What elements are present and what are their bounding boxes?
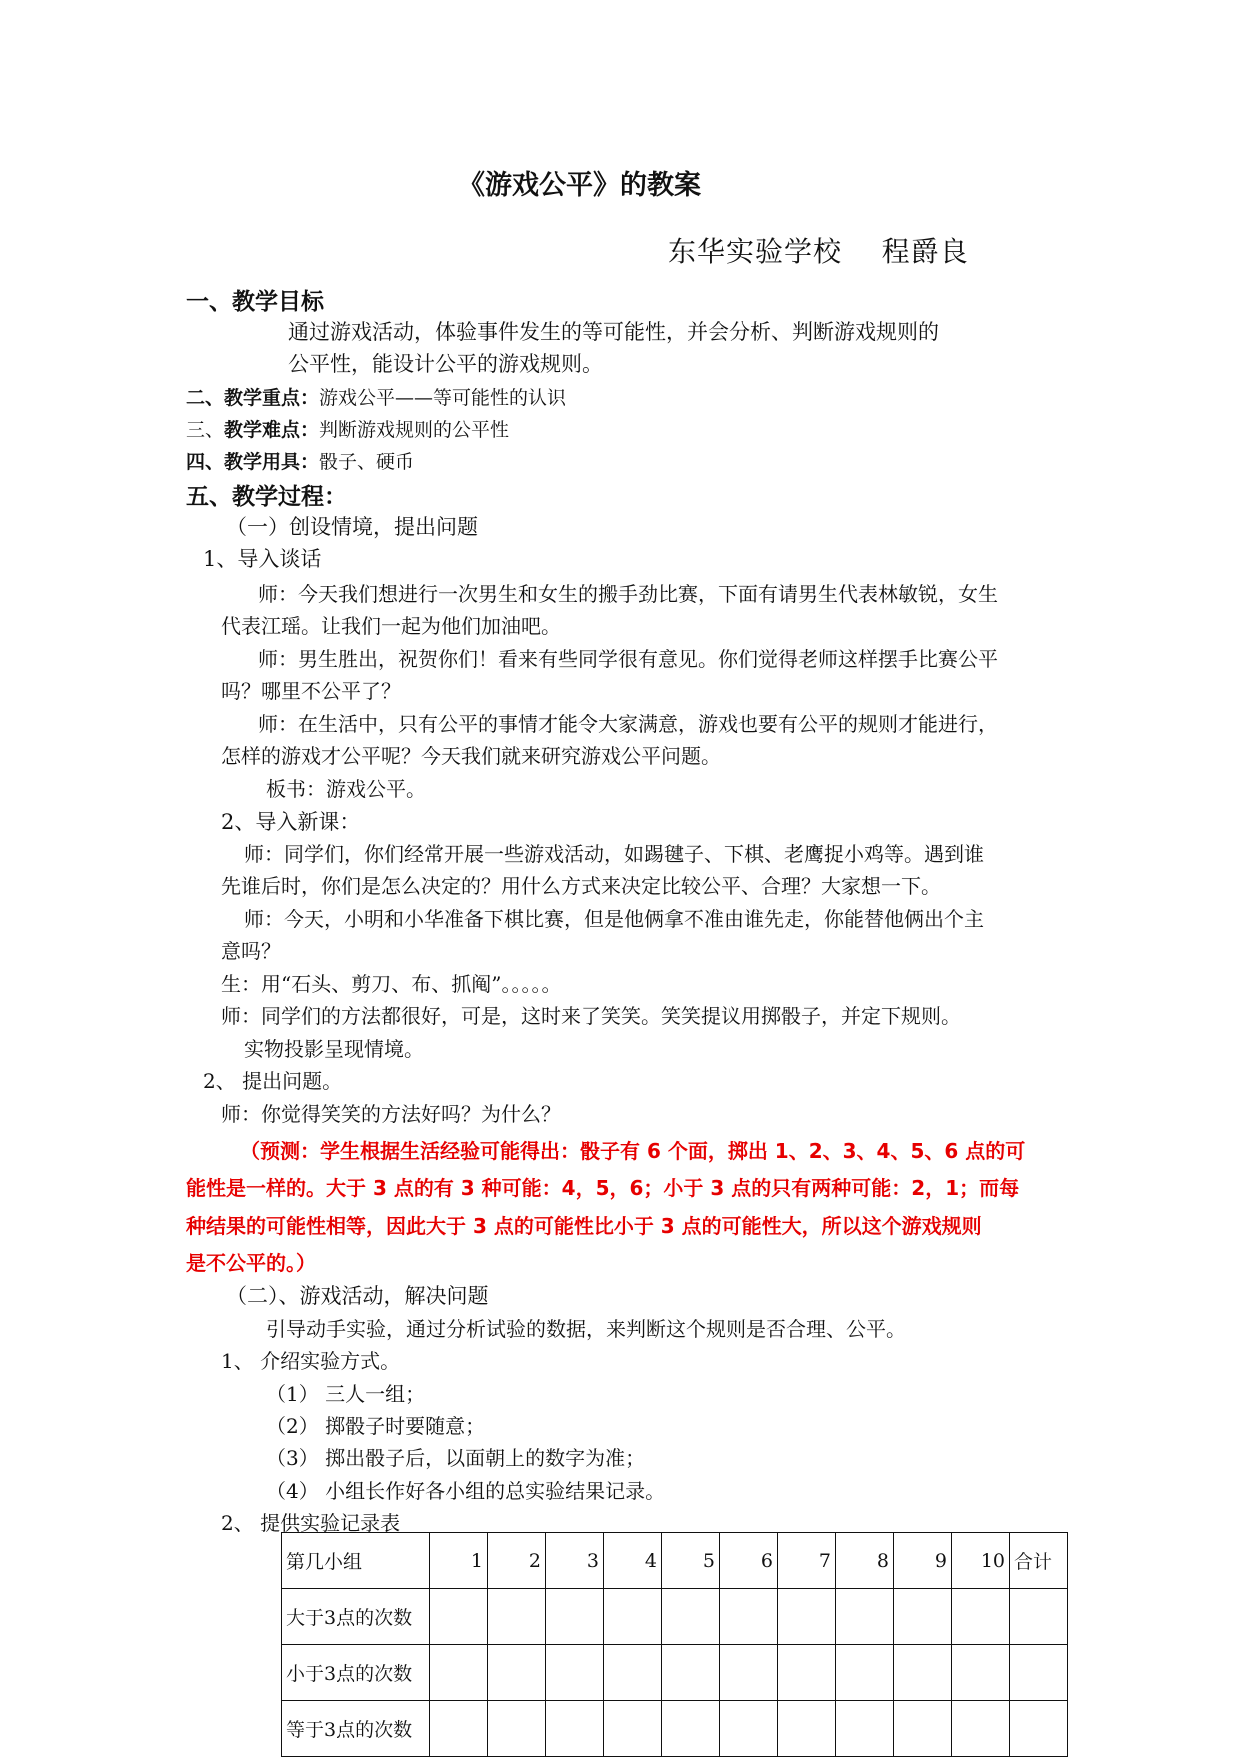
dialogue-4b: 先谁后时，你们是怎么决定的？用什么方式来决定比较公平、合理？大家想一下。: [221, 874, 941, 898]
empty-cell[interactable]: [430, 1701, 488, 1757]
section-1-heading: 一、教学目标: [186, 288, 324, 315]
experiment-record-table: [281, 1532, 1068, 1757]
rule-item: （4） 小组长作好各小组的总实验结果记录。: [266, 1479, 666, 1503]
empty-cell[interactable]: [662, 1589, 720, 1645]
empty-cell[interactable]: [546, 1701, 604, 1757]
header-cell-number: 3: [546, 1533, 604, 1589]
experiment-intro: 引导动手实验，通过分析试验的数据，来判断这个规则是否合理、公平。: [266, 1317, 906, 1341]
empty-cell[interactable]: [720, 1645, 778, 1701]
empty-cell[interactable]: [1010, 1701, 1068, 1757]
empty-cell[interactable]: [836, 1589, 894, 1645]
empty-cell[interactable]: [720, 1589, 778, 1645]
dialogue-5a: 师：今天，小明和小华准备下棋比赛，但是他俩拿不准由谁先走，你能替他俩出个主: [244, 907, 984, 931]
empty-cell[interactable]: [604, 1589, 662, 1645]
rule-item: （1） 三人一组；: [266, 1382, 426, 1406]
row-label: 等于3点的次数: [282, 1701, 430, 1757]
dialogue-2b: 吗？哪里不公平了？: [221, 679, 401, 703]
step-5-heading: 2、 提供实验记录表: [221, 1511, 401, 1535]
empty-cell[interactable]: [952, 1701, 1010, 1757]
empty-cell[interactable]: [952, 1589, 1010, 1645]
table-header-row: [282, 1533, 1068, 1589]
empty-cell[interactable]: [604, 1645, 662, 1701]
empty-cell[interactable]: [488, 1701, 546, 1757]
empty-cell[interactable]: [720, 1701, 778, 1757]
part-2-heading: （二）、游戏活动，解决问题: [226, 1284, 489, 1308]
section-3-text: 判断游戏规则的公平性: [319, 419, 510, 441]
empty-cell[interactable]: [778, 1589, 836, 1645]
header-cell-number: 7: [778, 1533, 836, 1589]
dialogue-2a: 师：男生胜出，祝贺你们！看来有些同学很有意见。你们觉得老师这样摆手比赛公平: [258, 647, 998, 671]
empty-cell[interactable]: [488, 1645, 546, 1701]
prediction-line-1: （预测：学生根据生活经验可能得出：骰子有 6 个面，掷出 1、2、3、4、5、6 点的可: [240, 1139, 1026, 1163]
empty-cell[interactable]: [952, 1645, 1010, 1701]
step-4-heading: 1、 介绍实验方式。: [221, 1349, 401, 1373]
section-2-label: 二、教学重点：: [186, 387, 320, 409]
header-cell-number: 9: [894, 1533, 952, 1589]
dialogue-9: 师：你觉得笑笑的方法好吗？为什么？: [221, 1102, 561, 1126]
empty-cell[interactable]: [778, 1645, 836, 1701]
dialogue-5b: 意吗？: [221, 939, 281, 963]
empty-cell[interactable]: [894, 1645, 952, 1701]
header-cell-group: 第几小组: [282, 1533, 430, 1589]
empty-cell[interactable]: [430, 1589, 488, 1645]
empty-cell[interactable]: [488, 1589, 546, 1645]
row-label: 小于3点的次数: [282, 1645, 430, 1701]
section-3-prefix: 三、: [186, 419, 225, 441]
section-5-heading: 五、教学过程：: [186, 483, 347, 510]
row-label: 大于3点的次数: [282, 1589, 430, 1645]
empty-cell[interactable]: [546, 1645, 604, 1701]
section-4-text: 骰子、硬币: [319, 451, 415, 473]
prediction-line-4: 是不公平的。）: [186, 1251, 316, 1275]
empty-cell[interactable]: [778, 1701, 836, 1757]
objective-line-1: 通过游戏活动，体验事件发生的等可能性，并会分析、判断游戏规则的: [288, 320, 939, 344]
dialogue-3a: 师：在生活中，只有公平的事情才能令大家满意，游戏也要有公平的规则才能进行，: [258, 712, 998, 736]
header-cell-number: 2: [488, 1533, 546, 1589]
dialogue-8: 实物投影呈现情境。: [244, 1037, 424, 1061]
step-1-heading: 1、导入谈话: [203, 547, 322, 571]
section-3-label: 教学难点：: [224, 419, 320, 441]
section-3: [186, 415, 509, 442]
empty-cell[interactable]: [836, 1701, 894, 1757]
dialogue-4a: 师：同学们，你们经常开展一些游戏活动，如踢毽子、下棋、老鹰捉小鸡等。遇到谁: [244, 842, 984, 866]
document-title: 《游戏公平》的教案: [458, 170, 701, 201]
section-2: [186, 383, 566, 410]
empty-cell[interactable]: [430, 1645, 488, 1701]
table-row: [282, 1589, 1068, 1645]
dialogue-1b: 代表江瑶。让我们一起为他们加油吧。: [221, 614, 561, 638]
rule-item: （2） 掷骰子时要随意；: [266, 1414, 486, 1438]
rule-item: （3） 掷出骰子后，以面朝上的数字为准；: [266, 1446, 646, 1470]
dialogue-7: 师：同学们的方法都很好，可是，这时来了笑笑。笑笑提议用掷骰子，并定下规则。: [221, 1004, 961, 1028]
table-row: [282, 1701, 1068, 1757]
step-3-heading: 2、 提出问题。: [203, 1069, 343, 1093]
header-cell-total: 合计: [1010, 1533, 1068, 1589]
step-2-heading: 2、导入新课：: [221, 810, 361, 834]
empty-cell[interactable]: [836, 1645, 894, 1701]
header-cell-number: 6: [720, 1533, 778, 1589]
table-row: [282, 1645, 1068, 1701]
dialogue-1a: 师：今天我们想进行一次男生和女生的搬手劲比赛，下面有请男生代表林敏锐，女生: [258, 582, 998, 606]
author-line: 东华实验学校 程爵良: [668, 235, 969, 268]
header-cell-number: 1: [430, 1533, 488, 1589]
prediction-line-3: 种结果的可能性相等，因此大于 3 点的可能性比小于 3 点的可能性大，所以这个游戏规则: [186, 1214, 982, 1238]
empty-cell[interactable]: [894, 1589, 952, 1645]
empty-cell[interactable]: [604, 1701, 662, 1757]
part-1-heading: （一）创设情境，提出问题: [226, 515, 478, 539]
header-cell-number: 10: [952, 1533, 1010, 1589]
section-4-label: 四、教学用具：: [186, 451, 320, 473]
header-cell-number: 4: [604, 1533, 662, 1589]
board-note: 板书：游戏公平。: [266, 777, 426, 801]
objective-line-2: 公平性，能设计公平的游戏规则。: [288, 352, 603, 376]
prediction-line-2: 能性是一样的。大于 3 点的有 3 种可能：4，5，6；小于 3 点的只有两种可能：2，1；而每: [186, 1176, 1020, 1200]
section-2-text: 游戏公平——等可能性的认识: [319, 387, 567, 409]
header-cell-number: 8: [836, 1533, 894, 1589]
empty-cell[interactable]: [1010, 1589, 1068, 1645]
empty-cell[interactable]: [1010, 1645, 1068, 1701]
empty-cell[interactable]: [662, 1645, 720, 1701]
empty-cell[interactable]: [894, 1701, 952, 1757]
dialogue-6: 生：用“石头、剪刀、布、抓阄”。。。。。: [221, 972, 562, 996]
dialogue-3b: 怎样的游戏才公平呢？今天我们就来研究游戏公平问题。: [221, 744, 721, 768]
section-4: [186, 447, 414, 474]
empty-cell[interactable]: [546, 1589, 604, 1645]
header-cell-number: 5: [662, 1533, 720, 1589]
empty-cell[interactable]: [662, 1701, 720, 1757]
